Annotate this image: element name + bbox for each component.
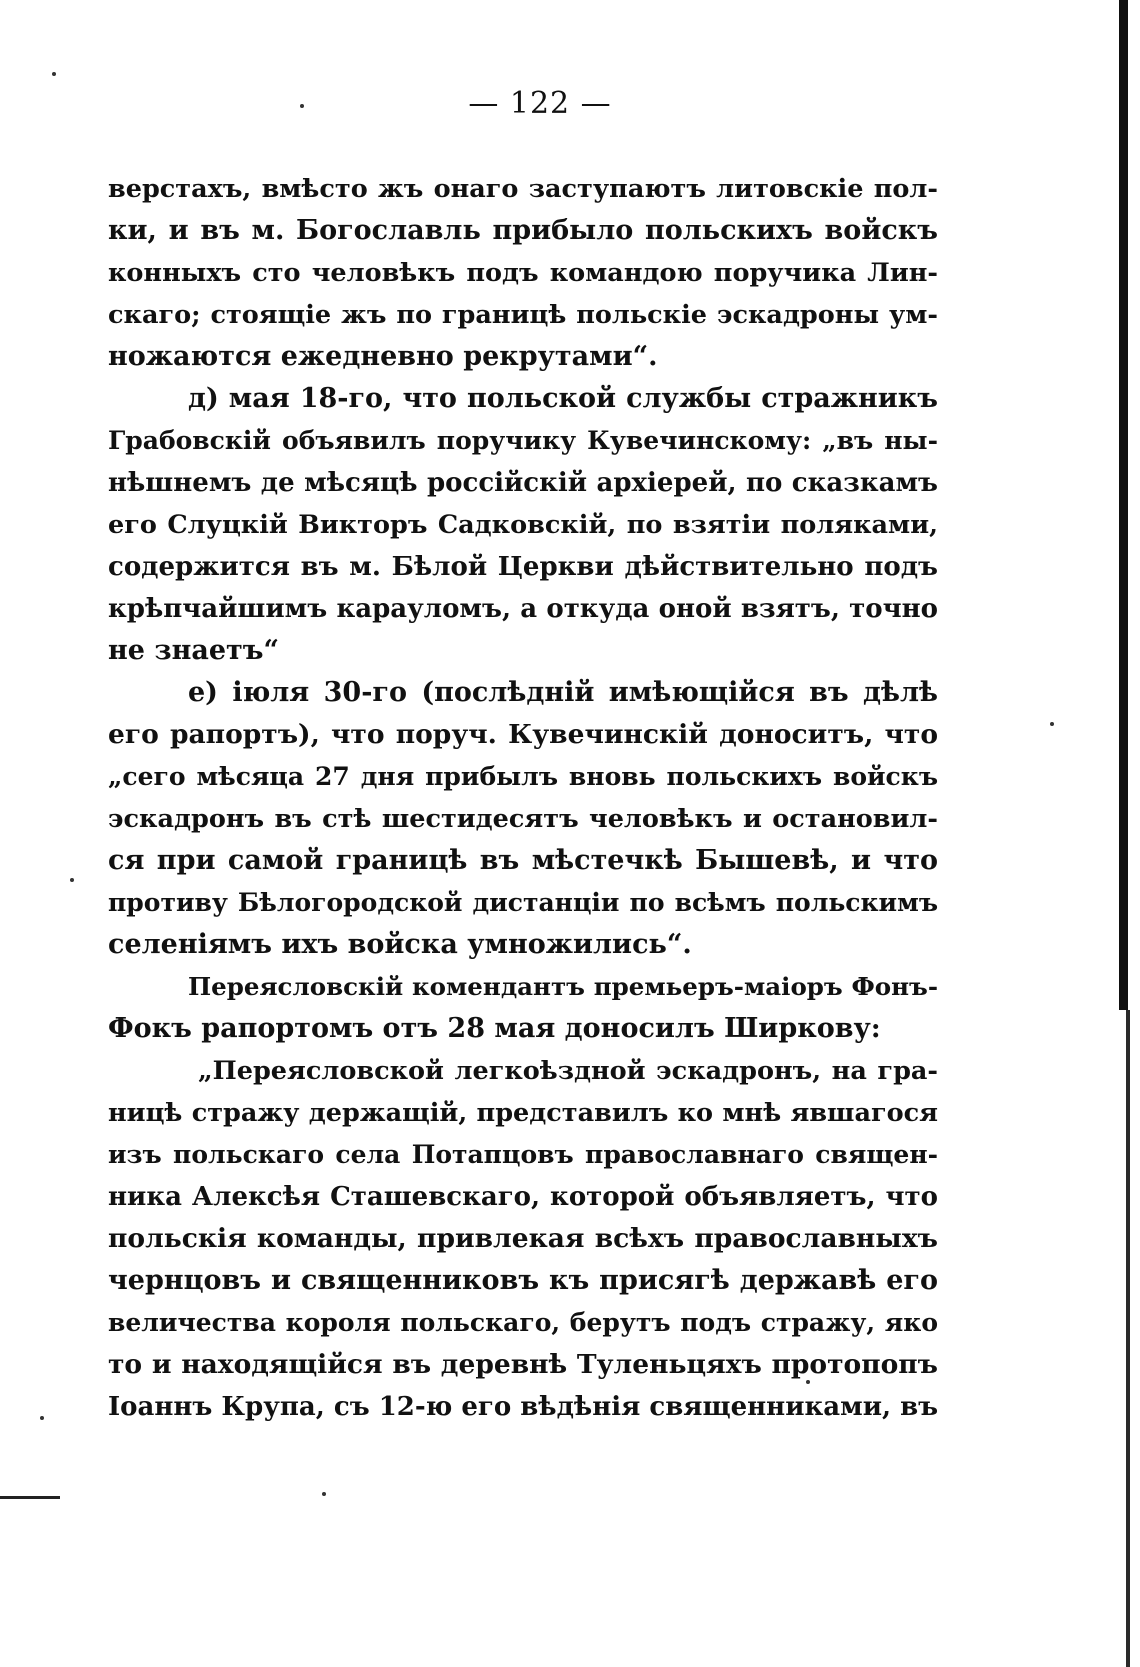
text-line: е) іюля 30-го (послѣдній имѣющійся въ дѣлѣ [188, 677, 938, 708]
text-line: эскадронъ въ стѣ шестидесятъ человѣкъ и остановил- [108, 804, 938, 834]
text-line: верстахъ, вмѣсто жъ онаго заступаютъ литовскіе пол- [108, 174, 938, 204]
page-edge-shadow [1119, 0, 1128, 1010]
text-line: „сего мѣсяца 27 дня прибылъ вновь польскихъ войскъ [108, 762, 938, 791]
text-line: ся при самой границѣ въ мѣстечкѣ Бышевѣ, и что [108, 845, 938, 876]
text-line: то и находящійся въ деревнѣ Туленьцяхъ протопопъ [108, 1349, 938, 1380]
text-line: ки, и въ м. Богославль прибыло польскихъ войскъ [108, 215, 938, 246]
text-line: ницѣ стражу держащій, представилъ ко мнѣ явшагося [108, 1098, 938, 1128]
speck [70, 878, 74, 882]
speck [40, 1416, 44, 1420]
text-line: содержится въ м. Бѣлой Церкви дѣйствительно подъ [108, 552, 938, 582]
text-line: нѣшнемъ де мѣсяцѣ россійскій архіерей, по сказкамъ [108, 468, 938, 498]
speck [52, 72, 56, 76]
speck [1050, 722, 1054, 726]
text-line: изъ польскаго села Потапцовъ православнаго священ- [108, 1140, 938, 1169]
page-edge-shadow-lower [1126, 1010, 1130, 1667]
text-line: Фокъ рапортомъ отъ 28 мая доносилъ Ширкову: [108, 1013, 881, 1044]
text-line: чернцовъ и священниковъ къ присягѣ державѣ его [108, 1265, 938, 1296]
text-line: ника Алексѣя Сташевскаго, которой объявляетъ, что [108, 1182, 938, 1212]
text-line: его рапортъ), что поруч. Кувечинскій доноситъ, что [108, 719, 938, 750]
text-line: Грабовскій объявилъ поручику Кувечинскому: „въ ны- [108, 426, 938, 455]
text-line: „Переясловской легкоѣздной эскадронъ, на гра- [198, 1056, 938, 1086]
text-line: величества короля польскаго, берутъ подъ стражу, яко [108, 1308, 938, 1337]
margin-mark [0, 1496, 60, 1499]
text-line: ножаются ежедневно рекрутами“. [108, 341, 658, 372]
text-line: селеніямъ ихъ войска умножились“. [108, 929, 692, 960]
page-text [108, 168, 938, 1428]
text-line: конныхъ сто человѣкъ подъ командою поручика Лин- [108, 258, 938, 288]
text-line: Іоаннъ Крупа, съ 12-ю его вѣдѣнія священниками, въ [108, 1392, 939, 1422]
text-line: д) мая 18-го, что польской службы стражникъ [188, 383, 938, 414]
text-line: не знаетъ“ [108, 635, 279, 666]
text-line: польскія команды, привлекая всѣхъ православныхъ [108, 1223, 938, 1254]
text-line: скаго; стоящіе жъ по границѣ польскіе эскадроны ум- [108, 300, 938, 330]
text-line: Переясловскій комендантъ премьеръ-маіоръ Фонъ- [188, 972, 938, 1001]
text-line: противу Бѣлогородской дистанціи по всѣмъ польскимъ [108, 888, 938, 917]
text-line: его Слуцкій Викторъ Садковскій, по взятіи поляками, [108, 510, 938, 540]
page-number: — 122 — [468, 86, 612, 121]
text-line: крѣпчайшимъ карауломъ, а откуда оной взятъ, точно [108, 594, 938, 624]
speck [322, 1492, 326, 1496]
